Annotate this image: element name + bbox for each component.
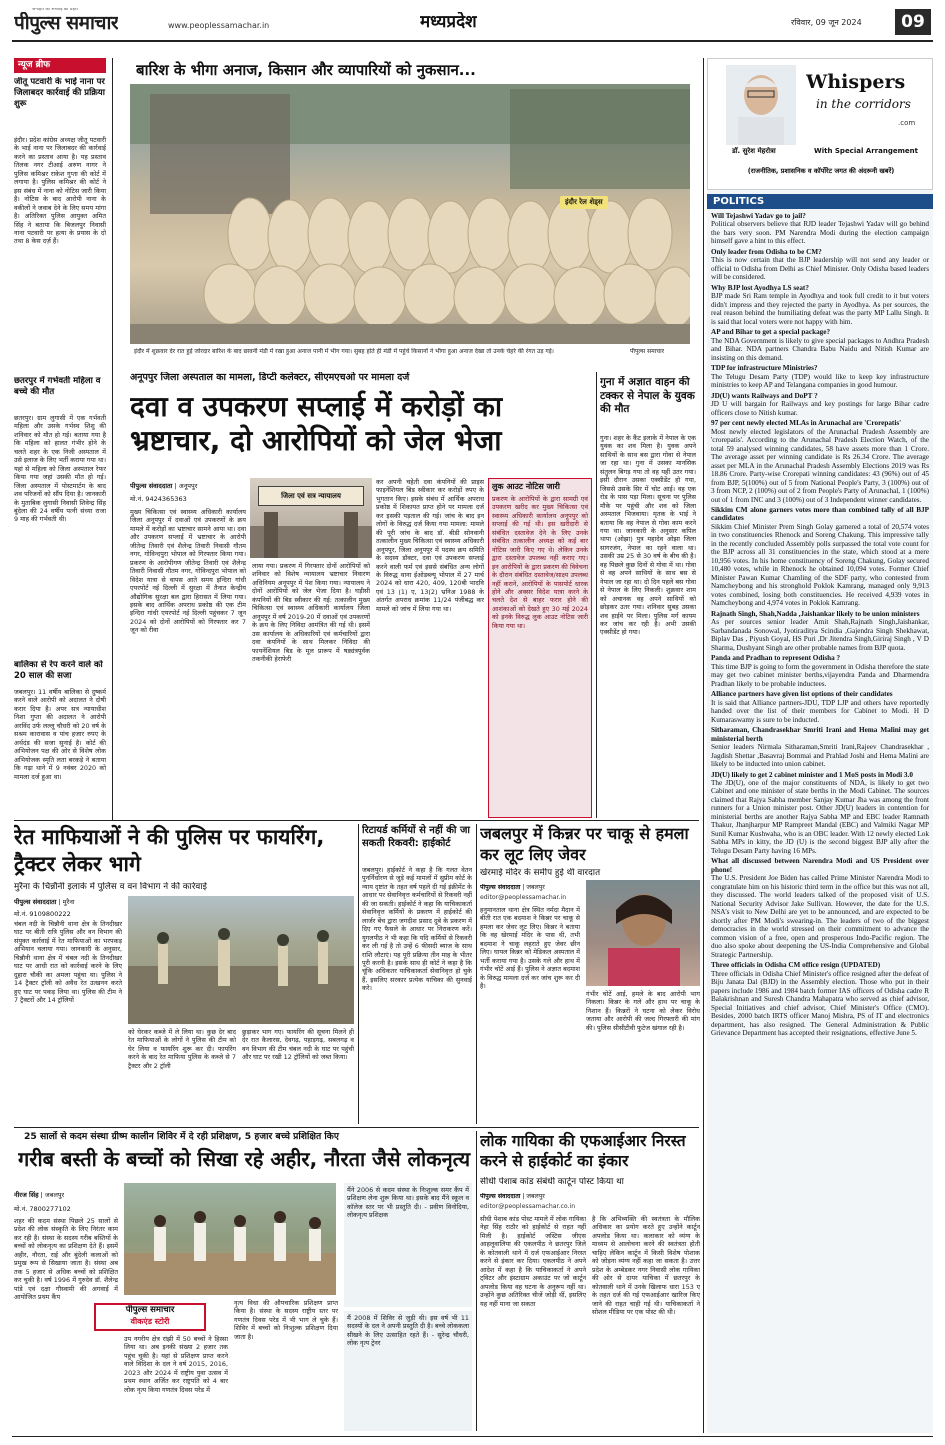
politics-item-1-head: Will Tejashwi Yadav go to jail? — [711, 212, 806, 220]
whispers-logo-line2: in the corridors — [816, 97, 911, 111]
fir-headline: लोक गायिका की एफआईआर निरस्त करने से हाईकोर्ट का इंकार — [480, 1132, 686, 1171]
top-story — [130, 58, 690, 368]
whispers-tagline: (राजनीतिक, प्रशासनिक व कॉर्पोरेट जगत की अंदरूनी खबरें) — [747, 167, 895, 175]
retired-divider — [358, 824, 359, 1124]
lok-city: जबलपुर — [44, 1191, 65, 1199]
morena-headline: रेत माफियाओं ने की पुलिस पर फायरिंग, ट्रैक्टर लेकर भागे — [14, 825, 325, 877]
politics-item-9-head: Rajnath Singh, Shah,Nadda ,Jaishankar likely to be union ministers — [711, 609, 920, 618]
morena-kicker: मुरैना के चिन्नौनी इलाके में पुलिस व वन विभाग ने की कार्रवाई — [14, 882, 207, 892]
news-brief-column — [14, 58, 106, 818]
top-story-headline: बारिश के भीगा अनाज, किसान और व्यापारियों को नुकसान... — [136, 61, 476, 79]
politics-item-11-body: It is said that Alliance partners-JDU, TDP LJP and others have reportedly handed over the list of their members for Cabinet to Modi. H D Kumaraswamy is sure to be inducted. — [711, 698, 929, 724]
politics-item-12-head: Sitharaman, Chandrasekhar Smriti Irani and Hema Malini may get ministerial berth — [711, 726, 929, 743]
politics-item-10-body: This time BJP is going to form the government in Odisha therefore the state may get two cabinet minister berths,vijayendra Panda and Dharmendra Pradhan likely to be probable inductees. — [711, 662, 929, 688]
columnist-name: डॉ. सुरेश मेहरोत्रा — [732, 147, 776, 155]
morena-story — [14, 824, 354, 1124]
anuppur-body-3: कर अपनी चहेती दवा कंपनियों की प्राइस फाइनेंशियल बिड स्वीकार कर करोड़ों रुपए के भुगतान किए। इसके संबंध में आर्थिक अपराध प्रकोष्ठ में शिकायत प्राप्त होने पर मामला दर्ज कर इसकी पड़ताल की गई। जांच के बाद इन लोगों के विरुद्ध दर्ज किया गया मामला: मामले की पूरी जांच के बाद डॉ. बीडी सोनवानी तत्कालीन मुख्य चिकित्सा एवं स्वास्थ्य अधिकारी अनूपपुर, जिला अनूपपुर में पदस्थ क्रय समिति के सदस्य डॉक्टर, दवा एवं उपकरण सप्लाई करने वाली फर्म एवं इससे संबंधित अन्य लोगों के विरुद्ध थाना ईओडब्ल्यू भोपाल में 27 मार्च 2024 को धारा 420, 409, 120बी भादवि एवं 13 (1) ए, 13(2) भ्रनिअ 1988 के अंतर्गत अपराध क्रमांक 11/24 पंजीबद्ध कर मामले को जांच में लिया गया था। — [376, 478, 484, 613]
brief-1-body: इंदौर। प्रदेश कांग्रेस अध्यक्ष जीतू पटवारी के भाई नाना पर जिलाबदर की कार्रवाई करने का प्रस्ताव आया है। यह प्रस्ताव तिलक नगर टीआई अरुण नागर ने पुलिस कमिश्नर राकेश गुप्ता की कोर्ट में लगाया है। पुलिस कमिश्नर की कोर्ट ने इस संबंध में नाना को नोटिस जारी किया है। नोटिस के बाद आरोपी नाना के वकीलों ने जवाब देने के लिए समय मांगा है। अतिरिक्त पुलिस आयुक्त अमित सिंह ने बताया कि बिजलपुर निवासी नाना पटवारी पर हत्या के प्रयास के दो तथा 8 केस दर्ज़ हैं। — [14, 136, 106, 246]
politics-item-7-head: 97 per cent newly elected MLAs in Arunachal are 'Crorepatis' — [711, 419, 902, 428]
footer-rule — [12, 1436, 933, 1437]
fir-body-2: है कि अभिव्यक्ति की स्वतंत्रता के मौलिक अधिकार का प्रयोग करते हुए उन्होंने कार्टून अपलोड किया था। कलाकार को व्यंग्य के माध्यम से आलोचना करने की स्वतंत्रता होती चाहिए लेकिन कार्टून में किसी विशेष पोशाक को जोड़ना व्यंग्य नहीं कहा जा सकता है। उत्तर प्रदेश के अम्बेडकर नगर निवासी लोक गायिका की ओर से दायर याचिका में छतरपुर के कोतवाली थाने में उनके खिलाफ धारा 153 ए के तहत दर्ज की गई एफआईआर खारिज किए जाने की राहत चाही गई थी। याचिकाकर्ता ने सोशल मीडिया पर एक पोस्ट की थी। — [592, 1215, 700, 1316]
politics-item-4-body: The NDA Government is likely to give special packages to Andhra Pradesh and Bihar. NDA partners Chandra Babu Naidu and Nitish Kumar are insisting on this demand. — [711, 336, 929, 362]
photo-badge: इंदौर रेल शेड्स — [560, 196, 608, 209]
whispers-logo — [802, 69, 930, 141]
kinnar-story — [480, 824, 700, 1124]
kinnar-body: हनुमानताल थाना क्षेत्र स्थित नर्मदा मैदान में बीती रात एक बदमाश ने किन्नर पर चाकू से हमला कर जेवर लूट लिए। किन्नर ने बताया कि वह खेरमाई मंदिर के पास थी, तभी बदमाश ने चाकू लहराते हुए जेवर छीन लिए। घायल किन्नर को मेडिकल अस्पताल में भर्ती कराया गया है। उसके गले और हाथ में गंभीर चोटें आई हैं। पुलिस ने अज्ञात बदमाश के विरुद्ध मामला दर्ज कर जांच शुरू कर दी है। — [480, 906, 580, 991]
anuppur-city: अनूपपुर — [178, 482, 198, 490]
lok-body-3: नृत्य विधा की औपचारिक प्रशिक्षण प्राप्त किया है। संस्था के सदस्य राष्ट्रीय स्तर पर गणतंत्र दिवस परेड में भी भाग ले चुके हैं। शिविर में बच्चों को निःशुल्क प्रशिक्षण दिया जाता है। — [234, 1299, 338, 1341]
whispers-logo-line1: Whispers — [806, 71, 906, 93]
brief-2-body: छतरपुर। ग्राम लुगासी में एक गर्भवती महिला और उसके गर्भस्थ शिशु की शनिवार को मौत हो गई। बताया गया है कि महिला को हालत गंभीर होने के चलते शहर के एक निजी अस्पताल में उसे इलाज के लिए भर्ती कराया गया था। यहां से महिला को जिला अस्पताल रेफर किया गया जहां उसकी मौत हो गई। जिला अस्पताल में पोस्टमार्टम के बाद शव परिजनों को सौंप दिया है। जानकारी के मुताबिक लुगासी निवासी शिवेन्द्र सिंह बुंदेला की 24 वर्षीय पत्नी संध्या राजा 9 माह की गर्भवती थी। — [14, 414, 106, 524]
kinnar-divider — [476, 824, 477, 1124]
anuppur-headline: दवा व उपकरण सप्लाई में करोड़ों का भ्रष्टाचार, दो आरोपियों को जेल भेजा — [130, 390, 503, 458]
fir-email[interactable]: editor@peoplessamachar.co.in — [480, 1203, 576, 1210]
politics-item-3-head: Why BJP lost Ayodhya LS seat? — [711, 283, 809, 292]
anuppur-byline: पीपुल्स संवाददाता | अनूपपुर — [130, 482, 198, 490]
kinnar-kicker: खेरमाई मंदिर के समीप हुई थी वारदात — [480, 868, 601, 878]
court-sign: जिला एवं सत्र न्यायालय — [258, 486, 364, 506]
kinnar-body-2: गंभीर चोटें आई, हमले के बाद आरोपी भाग निकला। किन्नर के गले और हाथ पर चाकू के निशान हैं। किन्नरों ने घटना को लेकर विरोध जताया और आरोपी की जल्द गिरफ्तारी की मांग की। पुलिस सीसीटीवी फुटेज खंगाल रही है। — [586, 990, 700, 1032]
anuppur-court-photo — [250, 478, 372, 558]
look-out-body: प्रकरण के आरोपियों के द्वारा सामग्री एवं उपकरण खरीद कर मुख्य चिकित्सा एवं स्वास्थ्य अधिकारी कार्यालय अनूपपुर को सप्लाई की गई थी। इस खरीदारी से संबंधित दस्तावेज देने के लिए उनके संबंधित तत्कालीन अध्यक्ष को कई बार नोटिस जारी किए गए थे। लेकिन उनके द्वारा दस्तावेज उपलब्ध नहीं कराए गए। इन आरोपियों के द्वारा प्रकरण की विवेचना के दौरान संबंधित दस्तावेज/साक्ष्य उपलब्ध नहीं कराने, आरोपियों के पासपोर्ट धारक होने और अक्सर विदेश यात्रा करने के चलते देश से बाहर फरार होने की आशंकाओं को देखते हुए 30 मई 2024 को इनके विरुद्ध लुक आउट नोटिस जारी किया गया था। — [492, 495, 588, 630]
logo-tag: जनहित को सच्चाई का प्रहरी — [32, 8, 78, 12]
politics-item-14-head: What all discussed between Narendra Modi and US President over phone! — [711, 857, 929, 874]
politics-item-13-body: The JD(U), one of the major constituents of NDA, is likely to get two Cabinet and one minister of state berths in the Modi Cabinet. The sources claimed that Rajya Sabha member Sanjay Kumar Jha was among the front runners for a Union minister post. Other JD(U) leaders in contention for ministerial berths are another Rajya Sabha MP and EBC leader Ramnath Thakur, Jhanjharpur MP Rampreet Mandal (EBC) and Valmiki Nagar MP Sunil Kumar Kushwaha, who is an OBC leader. With 12 newly elected Lok Sabha MPs in kitty, the JD (U) is the second biggest BJP ally after the Telugu Desam Party having 16 MPs. — [711, 779, 929, 855]
lok-kicker: 25 सालों से कदम संस्था ग्रीष्म कालीन शिविर में दे रही प्रशिक्षण, 5 हजार बच्चे प्रशिक्षित किए — [24, 1131, 339, 1142]
lok-quote-1 — [344, 1183, 472, 1307]
morena-photo — [128, 896, 354, 1024]
columnist-photo — [726, 65, 796, 145]
politics-item-4-head: AP and Bihar to get a special package? — [711, 328, 831, 337]
date-line: रविवार, 09 जून 2024 — [791, 18, 862, 27]
kinnar-city: जबलपुर — [526, 884, 545, 891]
anuppur-body-2: लाया गया। प्रकरण में गिरफ्तार दोनों आरोपियों को शनिवार को विशेष न्यायालय भ्रष्टाचार निवारण अधिनियम अनूपपुर में पेश किया गया। न्यायालय ने दोनों आरोपियों को जेल भेजा दिया है। घड़ीसी कंपनियों की बिड स्वीकार की गई: तत्कालीन मुख्य चिकित्सा एवं स्वास्थ्य अधिकारी कार्यालय जिला अनूपपुर में वर्ष 2019-20 में दवाओं एवं उपकरणों के क्रय के लिए निविदा आमंत्रित की गई थी। इसमें उस कार्यालय के अधिकारियों एवं कर्मचारियों द्वारा दवा कंपनियों के साथ मिलकर निविदा की फायनेंशियल बिड के मूल प्रारूप में षड्यंत्रपूर्वक तकनीकी हेराफेरी — [252, 562, 370, 663]
masthead-logo — [14, 8, 164, 38]
fir-reporter: पीपुल्स संवाददाता — [480, 1193, 521, 1200]
fir-city: जबलपुर — [526, 1193, 545, 1200]
morena-body-3: छुड़ाकर भाग गए। फायरिंग की सूचना मिलने ही देर रात कैलारस, देवगढ़, पहाड़गढ़, सबलगढ़ व वन विभाग की टीम चंबल नदी के घाट पर पहुंची और घाट पर रखी 12 ट्रॉलियों को जब्त किया। — [242, 1028, 354, 1062]
anuppur-kicker: अनूपपुर जिला अस्पताल का मामला, डिप्टी कलेक्टर, सीएमएचओ पर मामला दर्ज — [130, 372, 410, 383]
kinnar-headline: जबलपुर में किन्नर पर चाकू से हमला कर लूट लिए जेवर — [480, 824, 689, 864]
look-out-head: लुक आउट नोटिस जारी — [492, 482, 560, 491]
arrangement-line: With Special Arrangement — [814, 147, 918, 155]
lok-quote-2 — [344, 1311, 472, 1431]
morena-body-2: को घेरकर कब्जे में ले लिया था। कुछ देर बाद रेत माफियाओं के लोगों ने पुलिस की टीम को घेर लिया व फायरिंग शुरू कर दी। फायरिंग करने के बाद रेत माफिया पुलिस के कब्जे से 7 ट्रैक्टर और 2 ट्रॉली — [128, 1028, 236, 1070]
top-story-caption: इंदौर में शुक्रवार देर रात हुई जोरदार बारिश के बाद छावनी मंडी में रखा हुआ अनाज पानी में भीग गया। सुबह होते ही मंडी में पहुंचे किसानों ने भीगा हुआ अनाज देखा तो उनके चेहरे की रंगत उड़ गई। — [134, 348, 554, 355]
politics-item-5-body: The Telugu Desam Party (TDP) would like to keep key infrastructure ministries to keep AP and Telangana companies in good humour. — [711, 372, 929, 390]
politics-item-11-head: Alliance partners have given list options of their candidates — [711, 690, 893, 699]
fir-divider — [476, 1131, 477, 1431]
top-story-photo-credit: पीपुल्स समाचार — [630, 348, 665, 355]
fir-body-1: सीधी पेशाब कांड पोस्ट मामले में लोक गायिका नेहा सिंह राठौर को हाईकोर्ट से राहत नहीं मिली है। हाईकोर्ट जस्टिस जीएस आहलूवालिया की एकलपीठ ने छतरपुर जिले के कोतवाली थाने में दर्ज एफआईआर निरस्त करने से इंकार कर दिया। एकलपीठ ने अपने आदेश में कहा है कि याचिकाकर्ता ने अपने ट्विटर और इंस्टाग्राम अकाउंट पर जो कार्टून अपलोड किया वह घटना के अनुरूप नहीं था। उन्होंने कुछ अतिरिक्त चीजें जोड़ी थीं, इसलिए यह नहीं माना जा सकता — [480, 1215, 586, 1308]
retired-story — [362, 824, 472, 1124]
politics-item-1-body: Political observers believe that RJD leader Tejashwi Yadav will go behind the bars very soon. PM Narendra Modi during the election campaign himself gave a hint to this effect. — [711, 220, 929, 246]
lok-story — [14, 1131, 472, 1431]
fir-kicker: सीधी पेशाब कांड संबंधी कार्टून पोस्ट किया था — [480, 1177, 624, 1187]
politics-item-2-body: This is now certain that the BJP leadership will not send any leader or official to Odisha from Delhi as Chief Minister. Only Odisha based leaders will be considered. — [711, 256, 929, 282]
whispers-logo-suffix: .com — [898, 119, 916, 127]
website[interactable]: www.peoplessamachar.in — [168, 21, 270, 30]
politics-item-13-head: JD(U) likely to get 2 cabinet minister and 1 MoS posts in Modi 3.0 — [711, 770, 913, 779]
column-divider — [112, 58, 113, 820]
mid-rule — [14, 820, 699, 821]
lok-photo — [124, 1183, 336, 1295]
brief-3-body: जबलपुर। 11 वर्षीय बालिका से दुष्कर्म करने वाले आरोपी को अदालत ने दोषी करार दिया है। अपर सत्र न्यायाधीश निशा गुप्ता की अदालत ने आरोपी अरविंद उर्फ लल्लू चौधरी को 20 वर्ष के सश्रम कारावास व पांच हजार रुपए के अर्थदंड की सजा सुनाई है। कोर्ट की अभियोजन पक्ष की ओर से विशेष लोक अभियोजक स्मृति लता बरकड़े ने बताया कि गढ़ा थाने में 9 नवंबर 2020 को मामला दर्ज हुआ था। — [14, 688, 106, 781]
page-number: 09 — [895, 9, 931, 35]
top-story-photo — [130, 84, 690, 344]
politics-item-2-head: Only leader from Odisha to be CM? — [711, 247, 822, 256]
politics-item-15-body: Three officials in Odisha Chief Minister's office resigned after the defeat of Biju Janata Dal (BJD) in the Assembly election. Those who put in their papers include 1986 and 1984 batch former IAS officers of Odisha cadre R Balakrishnan and Suresh Chandra Mahapatra who served as chief advisor, Special Initiatives and chief advisor, Chief Minister's Office (CMO). Besides, 2000 batch IRTS officer Manoj Mishra, PS of IT and electronics department, has also resigned. The General Administration & Public Grievance Department has accepted their resignations, effective June 5. — [711, 969, 929, 1038]
lok-body-2: उप नगरीय क्षेत्र रांझी में 50 बच्चों ने हिस्सा लिया था। अब इनकी संख्या 2 हजार तक पहुंच चुकी है। यहां से प्रशिक्षण प्राप्त करने वाले विदिशा के दल ने वर्ष 2015, 2016, 2023 और 2024 में राष्ट्रीय युवा उत्सव में प्रथम स्थान अर्जित कर राष्ट्रपति को 4 बार लोक नृत्य किया गणतंत्र दिवस परेड में — [124, 1335, 228, 1394]
politics-label: POLITICS — [707, 194, 933, 209]
politics-item-3-body: BJP made Sri Ram temple in Ayodhya and took full credit to it but voters didn't impress and they rejected the party in Ayodhya. As per sources, the real reason behind the humiliating defeat was the party MP Lallu Singh. It is said that local voters were not happy with him. — [711, 292, 929, 326]
fir-byline: पीपुल्स संवाददाता | जबलपुर — [480, 1193, 545, 1200]
section-title: मध्यप्रदेश — [420, 12, 477, 32]
politics-item-7-body: Most newly elected legislators of the Arunachal Pradesh Assembly are 'crorepatis'. According to the Arunachal Pradesh Election Watch, of the total 59 analysed winning candidates, 58 have assets more than 1 Crore. The average asset per winning candidate is Rs 26.34 Crore. The average asset per MLA in the Arunachal Pradesh Assembly Elections 2019 was Rs 18.86 Crore. Party-wise Crorepati winning candidates: 43 (96%) out of 45 from BJP, 5(100%) out of 5 from National People's Party, 3 (100%) out of 3 from NCP, 2 (100%) out of 2 from People's Party of Arunachal, 1 (100%) out of 1 from INC and 3 (100%) out of 3 Independent winner candidates. — [711, 427, 929, 504]
retired-body: जबलपुर। हाईकोर्ट ने कहा है कि गलत वेतन पुनर्निर्धारण से जुड़े कई मामलों में सुप्रीम कोर्ट के न्याय दृष्टांत के तहत वर्ष पहले दी गई इंक्रीमेंट के आधार पर सेवानिवृत्त कर्मचारियों से रिकवरी नहीं की जा सकती। हाईकोर्ट ने कहा कि याचिकाकर्ता सेवानिवृत्त कर्मियों के प्रकरण में हाईकोर्ट की लार्जर बेंच द्वारा जगदीश प्रसाद दुबे के प्रकरण में दिए गए फैसले के आधार पर निराकरण करें। युगलपीठ ने भी कहा कि यदि कर्मियों से रिकवरी कर ली गई है तो उन्हें 6 फीसदी ब्याज के साथ राशि लौटाएं। यह पूरी प्रक्रिया तीन माह के भीतर पूरी करनी है। इसके साथ ही कोर्ट ने कहा है कि चूंकि अधिकतर याचिकाकर्ता सेवानिवृत्त हो चुके हैं, इसलिए सरकार प्रत्येक याचिका की सुनवाई करे। — [362, 866, 472, 993]
politics-item-8-body: Sikkim Chief Minister Prem Singh Golay garnered a total of 20,574 votes in two constituencies Rhenock and Soreng Chakung. This impressive tally in the recently concluded Assembly polls surpassed the total vote count for the BJP across all 31 constituencies in the state, which stood at a mere 10,956 votes. In his home constituency of Soreng Chakung, Golay secured 10,480 votes, while in Rhenock he obtained 10,094 votes. Former Chief Minister Pawan Kumar Chamling of the SDF party, who contested from Namcheybong and his stronghold Poklok Kamrang, managed only 9,913 votes combined, losing both constituencies. He received 4,939 votes in Namcheybong and 4,974 votes in Poklok Kamrang. — [711, 522, 929, 608]
lower-rule — [14, 1127, 699, 1128]
politics-list — [711, 212, 929, 1430]
lok-body-1: शहर की कदम संस्था पिछले 25 सालों से प्रदेश की लोक संस्कृति के लिए निरंतर काम कर रही है। संस्था के सदस्य गरीब बस्तियों के बच्चों को लोकनृत्य का प्रशिक्षण देते हैं। इसमें अहीर, नौरता, राई और बुंदेली कलाओं को प्रमुख रूप से सिखाया जाता है। संस्था अब तक 5 हजार से अधिक बच्चों को प्रशिक्षित कर चुकी है। वर्ष 1996 में गुरुदेव डॉ. शैलेन्द्र पांडे एवं दक्षा गौस्वामी की अगवाई में आयोजित प्रथम कैंप — [14, 1217, 118, 1302]
kinnar-byline: पीपुल्स संवाददाता | जबलपुर — [480, 884, 545, 891]
politics-item-14-body: The U.S. President Joe Biden has called Prime Minister Narendra Modi to congratulate him on his historic third term in the office but this was not all, they discussed. The world leaders talked of the proposed visit of U.S. National Security Advisor Jake Sullivan. However, the date for the U.S. NSA's visit to New Delhi are yet to be announced, and are expected to be shortly after PM Modi's swearing-in. The leaders of two of the biggest democracies in the world stressed on their commitment to advance the common vision of a free, open and prosperous Indo-Pacific region. The duo also spoke about deepening the US-India Comprehensive and Global Strategic Partnership. — [711, 874, 929, 959]
news-brief-label: न्यूज ब्रीफ — [14, 58, 106, 73]
whispers-header — [707, 58, 933, 190]
brief-3-head: बालिका से रेप करने वाले को 20 साल की सजा — [14, 660, 103, 682]
morena-reporter: पीपुल्स संवाददाता — [14, 898, 57, 906]
guna-headline: गुना में अज्ञात वाहन की टक्कर से नेपाल के युवक की मौत — [600, 376, 695, 416]
guna-story — [600, 376, 696, 816]
masthead-rule — [12, 40, 933, 42]
morena-mobile: मो.नं. 9109800222 — [14, 910, 71, 918]
politics-item-6-body: JD U will bargain for Railways and key postings for large Bihar cadre officers close to Nitish kumar. — [711, 400, 929, 417]
kinnar-reporter: पीपुल्स संवाददाता — [480, 884, 521, 891]
anuppur-reporter: पीपुल्स संवाददाता — [130, 482, 173, 490]
politics-item-6-head: JD(U) wants Railways and DoPT ? — [711, 391, 818, 400]
guna-body: गुना। शहर के कैंट इलाके में नेपाल के एक युवक का शव मिला है। युवक अपने साथियों के साथ बस द्वारा गोवा से नेपाल जा रहा था। गुना में उसका मानसिक संतुलन बिगड़ गया तो वह यहीं उतर गया। इसी दौरान उसका एक्सीडेंट हो गया, जिससे उसके सिर में चोट आई। वह एक रोड के पास पड़ा मिला। सूचना पर पुलिस मौके पर पहुंची और शव को जिला अस्पताल भिजवाया। मृतक के भाई ने बताया कि वह नेपाल से गोवा काम करने गया था। जानकारी के अनुसार कपिल थापा (ओझा) पुत्र महादेव ओझा जिला सागरजंग, नेपाल का रहने वाला था। उसकी उम्र 25 से 30 वर्ष के बीच की है। वह पिछले कुछ दिनों से गोवा में था। गोवा से वह अपने साथियों के साथ बस से नेपाल जा रहा था। दो दिन पहले बस गोवा से नेपाल के लिए निकली। शुक्रवार शाम को अचानक वह अपने साथियों को छोड़कर उतर गया। शनिवार सुबह उसका शव हाईवे पर मिला। पुलिस मर्ग कायम कर जांच कर रही है। अभी उसकी एक्सीडेंट हो गया। — [600, 434, 696, 637]
anuppur-body-1: मुख्य चिकित्सा एवं स्वास्थ्य अधिकारी कार्यालय जिला अनूपपुर में दवाओं एवं उपकरणों के क्रय मामले में करोड़ों का भ्रष्टाचार सामने आया था। दवा और उपकरण सप्लाई में भ्रष्टाचार के आरोपी जीतेन्द्र तिवारी एवं शैलेन्द्र तिवारी निवासी गौतम नगर, गोविन्दपुरा भोपाल को गिरफ्तार किया गया। प्रकरण के आरोपीगण जीतेन्द्र तिवारी एवं शैलेन्द्र तिवारी निवासी गौतम नगर, गोविन्दपुरा भोपाल को विदेश यात्रा से वापस आते समय इन्दिरा गांधी एयरपोर्ट नई दिल्ली में सुरक्षा में तैनात केन्द्रीय औद्योगिक सुरक्षा बल द्वारा हिरासत में लिया गया। इसके बाद आर्थिक अपराध प्रकोष्ठ की एक टीम इन्दिरा गांधी एयरपोर्ट नई दिल्ली पहुंचकर 7 जून 2024 को दोनों आरोपियों को गिरफ्तार कर 7 जून को रीवा — [130, 508, 246, 635]
retired-headline: रिटायर्ड कर्मियों से नहीं की जा सकती रिकवरी: हाईकोर्ट — [362, 825, 470, 849]
politics-item-9-body: As per sources senior leader Amit Shah,Rajnath Singh,Jaishankar, Sarbandanada Sonowal, Jyotiraditya Scindia ,Gajendra Singh Shekhawat, Biplav Das , Piyush Goyal, HS Puri ,Dr Jitendra Singh,Giriraj Singh , V D Sharma, Dushyant Singh are other probable names from BJP quota. — [711, 618, 929, 652]
politics-item-15-head: Three officials in Odisha CM office resign (UPDATED) — [711, 961, 881, 970]
morena-byline: पीपुल्स संवाददाता | मुरैना — [14, 898, 75, 906]
lok-quote-2-text: मैं 2008 में शिविर से जुड़ी थी। इस वर्ष भी 11 सदस्यों के दल ने अपनी प्रस्तुति दी है। बच्चे लोककला सीखने के लिए उत्साहित रहते हैं। - सुरेन्द्र चौधरी, लोक नृत्य ट्रेनर — [347, 1314, 469, 1348]
politics-item-10-head: Panda and Pradhan to represent Odisha ? — [711, 654, 841, 663]
weekend-badge-top: पीपुल्स समाचार — [125, 1305, 175, 1315]
kinnar-photo — [586, 880, 700, 986]
politics-item-12-body: Senior leaders Nirmala Sitharaman,Smriti Irani,Rajeev Chandrasekhar , Jagdish Shettar ,Basavraj Bommai and Prahlad Joshi and Hema Malini are likely to be inducted into union cabinet. — [711, 743, 929, 769]
politics-item-8-head: Sikkim CM alone garners votes more than combined tally of all BJP candidates — [711, 505, 929, 523]
weekend-badge-bottom: वीकएंड स्टोरी — [130, 1317, 170, 1326]
brief-1-head: जीतू पटवारी के भाई नाना पर जिलाबदर कार्रवाई की प्रक्रिया शुरू — [14, 77, 105, 110]
logo-text: पीपुल्स समाचार — [14, 12, 119, 34]
anuppur-story — [130, 372, 592, 818]
anuppur-mobile: मो.नं. 9424365363 — [130, 495, 187, 503]
kinnar-email[interactable]: editor@peoplessamachar.in — [480, 894, 567, 901]
look-out-box — [488, 478, 592, 818]
lok-headline: गरीब बस्ती के बच्चों को सिखा रहे अहीर, नौरता जैसे लोकनृत्य — [18, 1147, 471, 1171]
whispers-column — [707, 58, 933, 1433]
lok-quote-1-text: मैंने 2006 से कदम संस्था के निःशुल्क समर कैंप में प्रशिक्षण लेना शुरू किया था। इसके बाद मैंने स्कूल व कॉलेज स्तर पर भी प्रस्तुति दी। - प्रवीण विनोदिया, लोकनृत्य प्रशिक्षक — [347, 1186, 469, 1220]
morena-body-1: चंबल नदी के चिन्नौनी थाना क्षेत्र के तिनदीखर घाट पर बीती रात्रि पुलिस और वन विभाग की संयुक्त कार्रवाई में रेत माफियाओं का भरपकड़ अभियान चलाया गया। जानकारी के अनुसार, चिन्नौनी थाना क्षेत्र में चंबल नदी के तिनदीखर घाट पर आधी रात को कार्रवाई करने के लिए दुहारा चौकी का अमला पहुंचा था। पुलिस ने 14 ट्रैक्टर ट्रॉली को अवैध रेत उत्खनन करते हुए घाट पर पकड़ लिया था। पुलिस की टीम ने 7 ट्रैक्टरों और 14 ट्रॉलियों — [14, 920, 122, 1005]
lok-reporter: नीरज सिंह — [14, 1191, 39, 1199]
right-column-divider — [703, 58, 704, 1433]
morena-city: मुरैना — [62, 898, 75, 906]
lok-byline: नीरज सिंह | जबलपुर — [14, 1191, 65, 1199]
lok-mobile: मो.नं. 7800277102 — [14, 1205, 71, 1213]
politics-item-5-head: TDP for infrastructure Ministries? — [711, 364, 818, 373]
brief-2-head: छतरपुर में गर्भवती महिला व बच्चे की मौत — [14, 376, 101, 398]
guna-divider — [596, 372, 597, 818]
fir-story — [480, 1131, 700, 1431]
masthead — [0, 0, 945, 44]
